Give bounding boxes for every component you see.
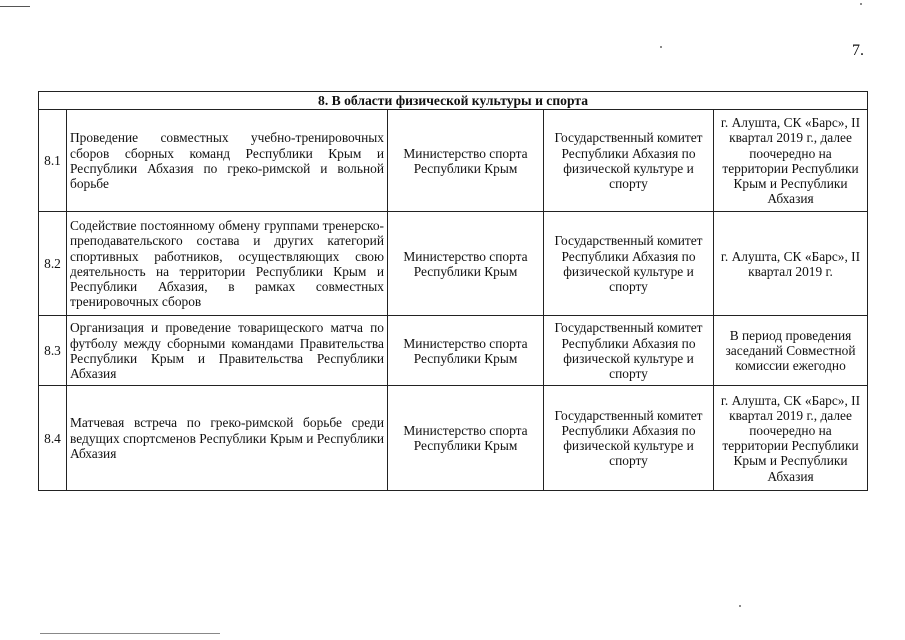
partner-cell: Государственный комитет Республики Абхазия по физической культуре и спорту [544,386,714,491]
scan-artifact-dot [860,3,862,5]
event-description: Содействие постоянному обмену группами тренерско-преподавательского состава и других категорий спортивных работников, осуществляющих свою деятельность на территории Республики Крым и Республики Абхазия, в рамках совместных тренировочных сборов [67,212,388,316]
place-date-cell: В период проведения заседаний Совместной комиссии ежегодно [714,316,868,386]
row-number: 8.2 [39,212,67,316]
row-number: 8.1 [39,110,67,212]
table-row [39,212,868,316]
place-date-cell: г. Алушта, СК «Барс», II квартал 2019 г. [714,212,868,316]
scan-artifact-line [0,6,30,7]
scan-artifact-line [40,633,220,634]
partner-cell: Государственный комитет Республики Абхазия по физической культуре и спорту [544,316,714,386]
scan-artifact-dot [660,46,662,48]
executor-cell: Министерство спорта Республики Крым [388,386,544,491]
event-description: Матчевая встреча по греко-римской борьбе среди ведущих спортсменов Республики Крым и Республики Абхазия [67,386,388,491]
event-description: Проведение совместных учебно-тренировочных сборов сборных команд Республики Крым и Республики Абхазия по греко-римской и вольной борьбе [67,110,388,212]
section-title: 8. В области физической культуры и спорта [39,92,868,110]
event-description: Организация и проведение товарищеского матча по футболу между сборными командами Правительства Республики Крым и Правительства Республики Абхазия [67,316,388,386]
executor-cell: Министерство спорта Республики Крым [388,212,544,316]
place-date-cell: г. Алушта, СК «Барс», II квартал 2019 г., далее поочередно на территории Республики Крым и Республики Абхазия [714,386,868,491]
executor-cell: Министерство спорта Республики Крым [388,316,544,386]
table-row [39,316,868,386]
page-number: 7. [852,42,864,59]
row-number: 8.4 [39,386,67,491]
events-table [38,91,868,491]
partner-cell: Государственный комитет Республики Абхазия по физической культуре и спорту [544,110,714,212]
table-row [39,110,868,212]
partner-cell: Государственный комитет Республики Абхазия по физической культуре и спорту [544,212,714,316]
place-date-cell: г. Алушта, СК «Барс», II квартал 2019 г., далее поочередно на территории Республики Крым и Республики Абхазия [714,110,868,212]
table-row [39,386,868,491]
row-number: 8.3 [39,316,67,386]
executor-cell: Министерство спорта Республики Крым [388,110,544,212]
scan-artifact-dot [739,605,741,607]
section-header-row [39,92,868,110]
